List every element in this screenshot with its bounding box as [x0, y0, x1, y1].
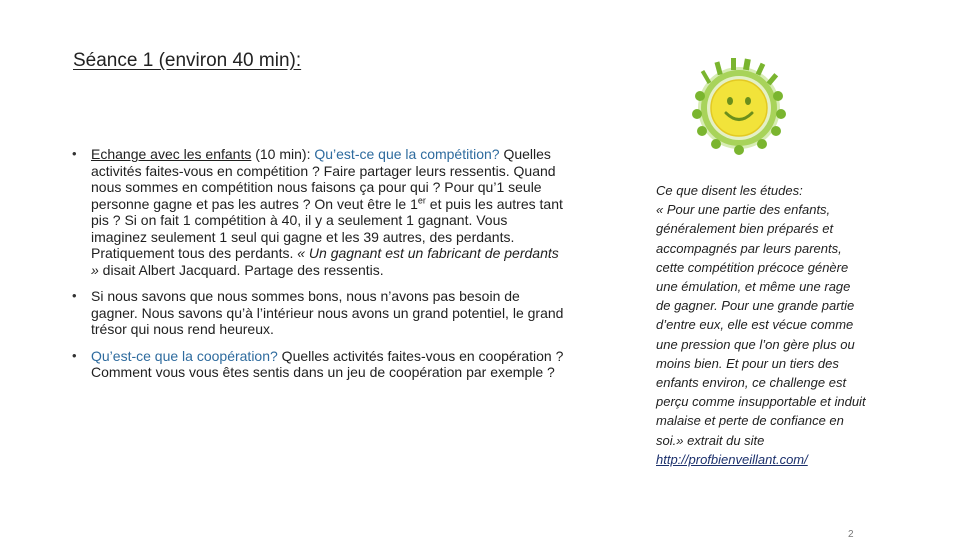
slide-title: Séance 1 (environ 40 min): [73, 50, 302, 71]
bullet-potential [72, 288, 564, 338]
bullet-text-c: disait Albert Jacquard. Partage des ressentis. [98, 261, 384, 278]
studies-quote [656, 181, 866, 469]
bullet-text-potential: Si nous savons que nous sommes bons, nous n’avons pas besoin de gagner. Nous savons qu’à l’intérieur nous avons un grand potentiel, le grand trésor qui nous rend heureux. [91, 288, 564, 337]
source-link[interactable]: http://profbienveillant.com/ [656, 451, 808, 467]
bullet-competition [72, 146, 564, 278]
bullet-text-a: Quelles activités faites-vous en compétition ? Faire partager leurs ressentis. Quand nous sommes en compétition nous faisons ça pour qui ? Pour qu’1 seule personne gagne et pas les autres ? On veut être le 1 [91, 146, 556, 212]
page-number: 2 [848, 529, 854, 540]
bullet-cooperation [72, 348, 564, 381]
studies-body: « Pour une partie des enfants, généralement bien préparés et accompagnés par leurs parents, cette compétition précoce génère une émulation, et même une rage de gagner. Pour une grande partie d’entre eux, elle est vécue comme une pression que l’on gère plus ou moins bien. Et pour un tiers des enfants environ, ce challenge est perçu comme insupportable et induit malaise et perte de confiance en soi.» extrait du site [656, 202, 866, 448]
jacquard-quote: « Un gagnant est un fabricant de perdants » [91, 245, 559, 278]
question-cooperation: Qu’est-ce que la coopération? [91, 347, 278, 364]
bullet-time: (10 min): [251, 146, 315, 162]
bullet-list [72, 146, 564, 391]
superscript-er: er [417, 194, 426, 205]
bullet-text-b: et puis les autres tant pis ? Si on fait 1 compétition à 40, il y a seulement 1 gagnant. Vous imaginez seulement 1 seul qui gagne et les 39 autres, des perdants. Pratiquement tous des perdants. [91, 195, 563, 261]
bullet-label-echange: Echange avec les enfants [91, 146, 252, 162]
question-competition: Qu’est-ce que la compétition? [314, 146, 500, 162]
smiling-earth-icon [686, 56, 792, 156]
studies-heading: Ce que disent les études: [656, 183, 803, 198]
bullet-text-cooperation: Quelles activités faites-vous en coopération ? Comment vous vous êtes sentis dans un jeu de coopération par exemple ? [91, 347, 564, 380]
